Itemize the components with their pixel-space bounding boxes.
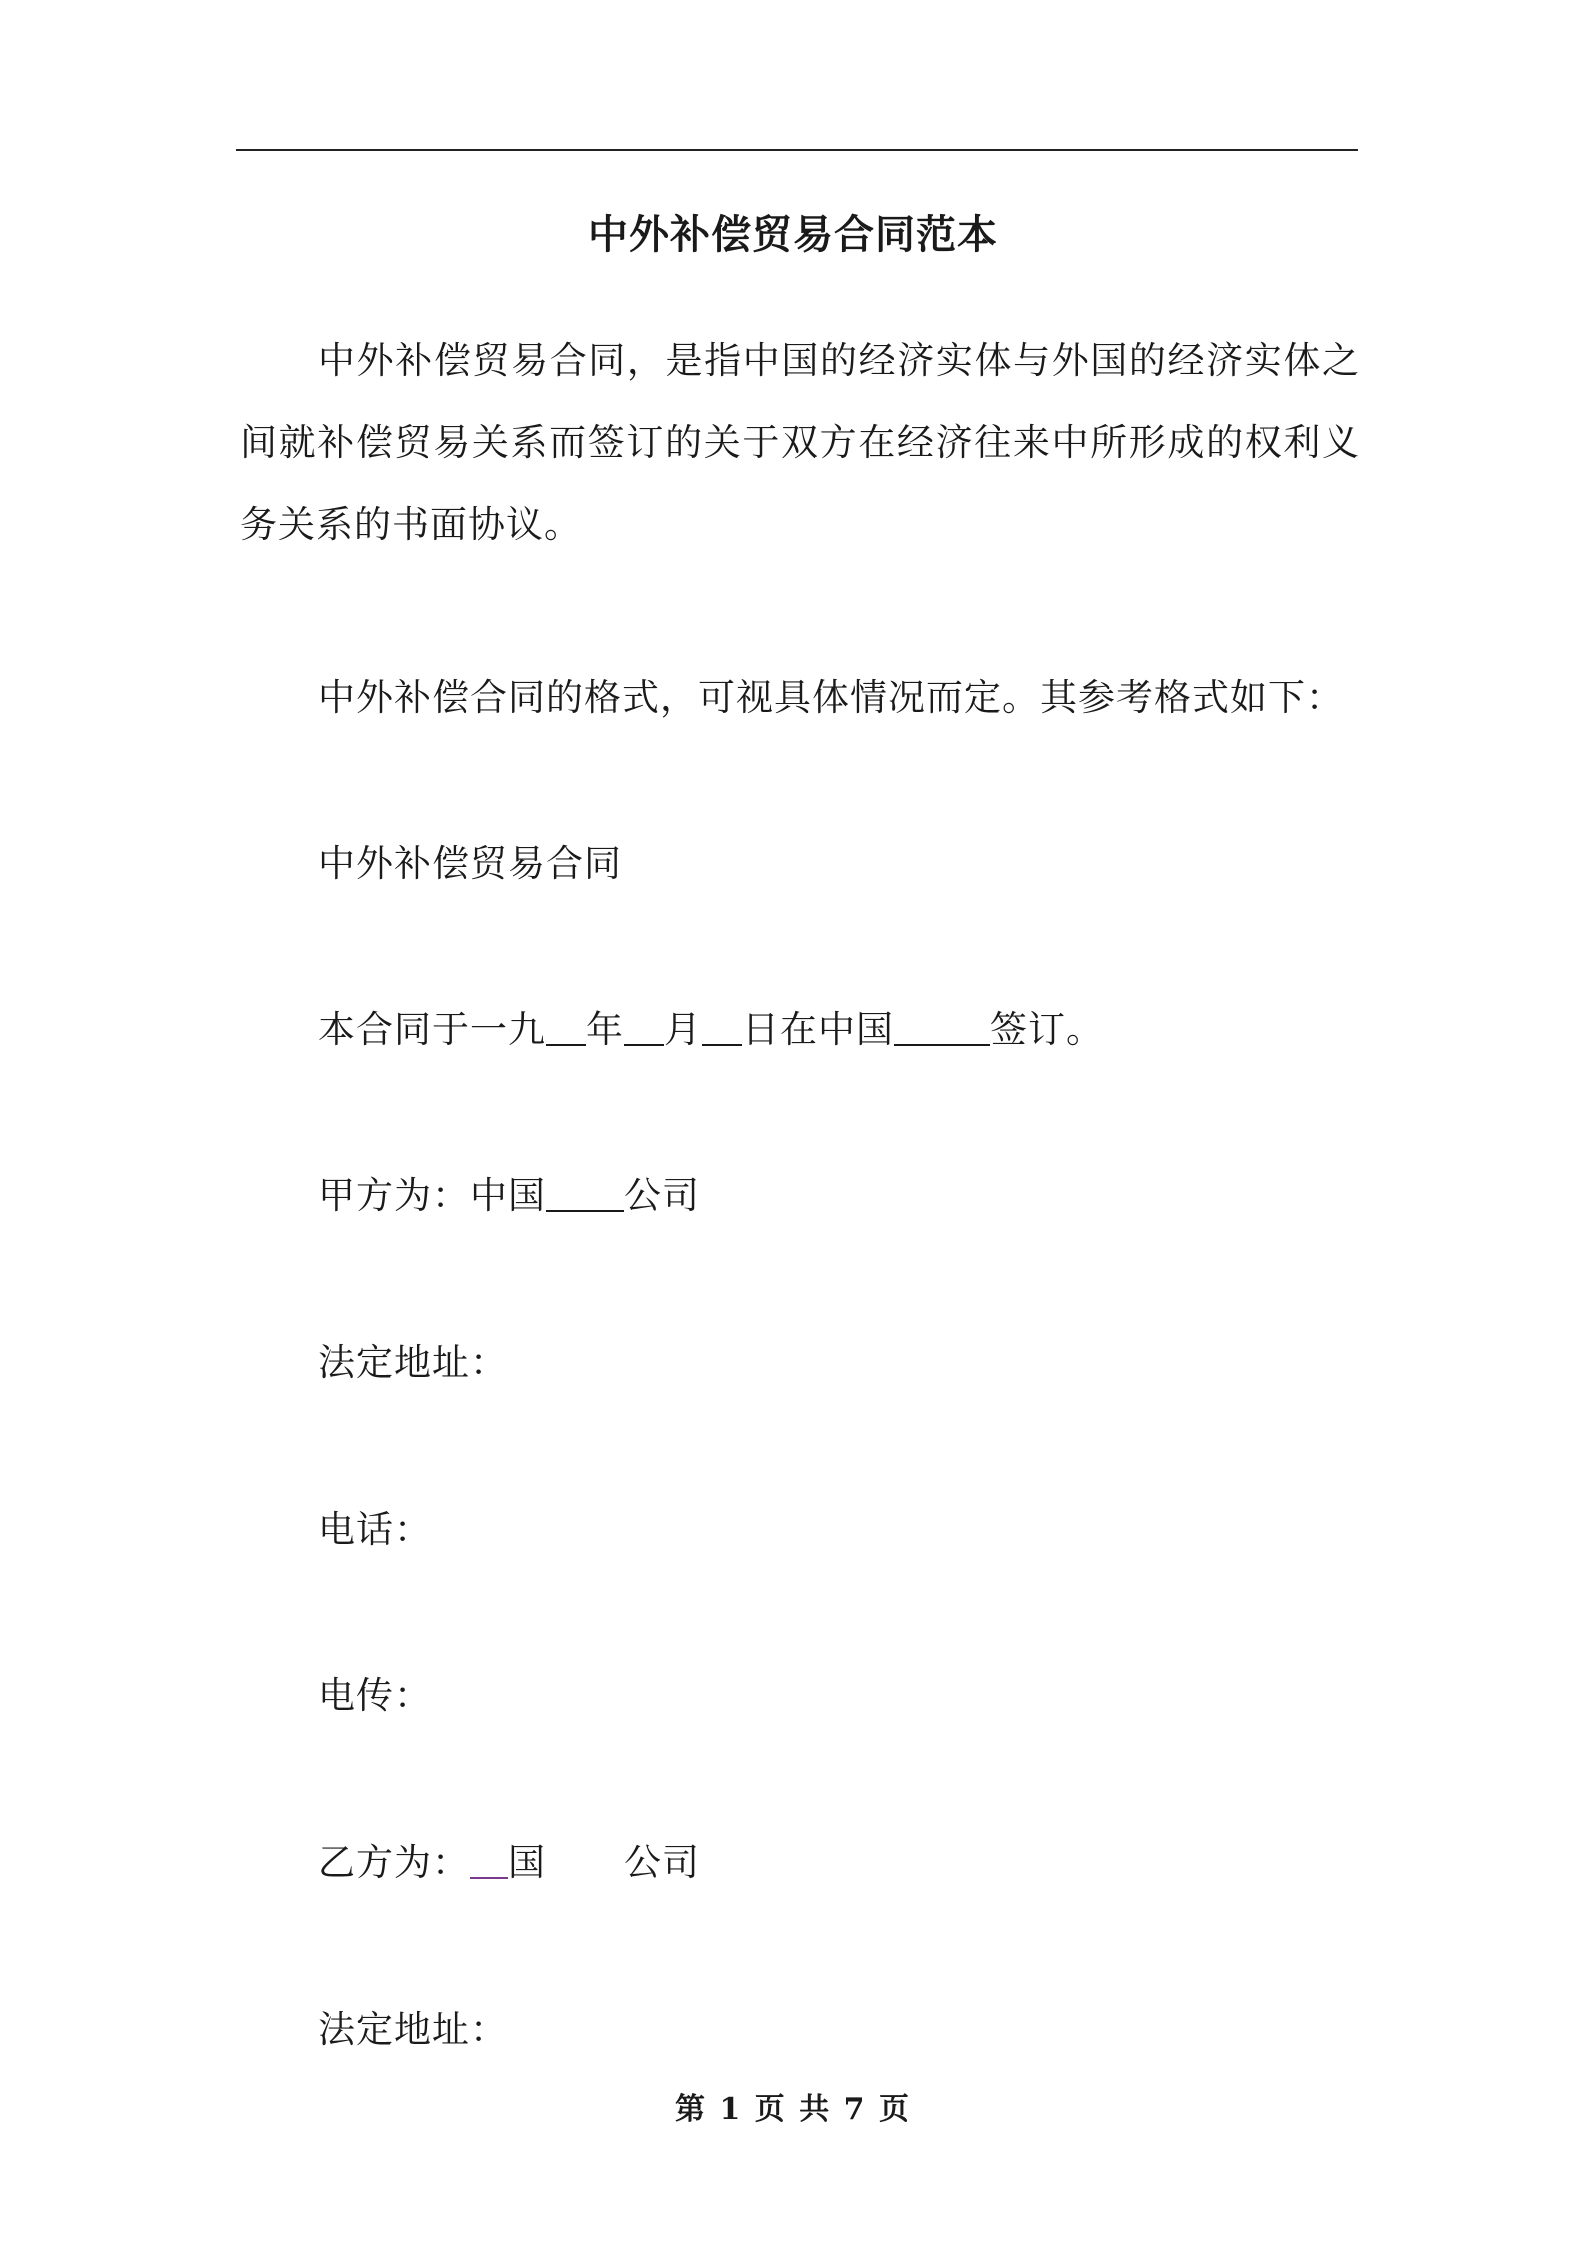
- signing-end: 签订。: [990, 1008, 1104, 1051]
- party-b-address-label: 法定地址：: [318, 2008, 508, 2051]
- year-blank: [546, 1007, 586, 1046]
- place-blank: [894, 1007, 990, 1046]
- party-a-suffix: 公司: [624, 1174, 700, 1217]
- party-a-line: [318, 1166, 700, 1226]
- party-a-telex-label: 电传：: [318, 1674, 432, 1717]
- party-b-prefix: 乙方为：: [318, 1841, 470, 1884]
- party-a-phone-label: 电话：: [318, 1508, 432, 1551]
- signing-prefix: 本合同于一九: [318, 1008, 546, 1051]
- party-b-line: [318, 1833, 700, 1893]
- signing-line: [318, 1000, 1104, 1060]
- party-b-country: 国: [508, 1841, 546, 1884]
- party-a-name-blank: [546, 1173, 624, 1212]
- intro-paragraph: 中外补偿贸易合同，是指中国的经济实体与外国的经济实体之间就补偿贸易关系而签订的关于双方在经济往来中所形成的权利义务关系的书面协议。: [240, 339, 1360, 546]
- day-blank: [702, 1007, 742, 1046]
- header-rule: [236, 149, 1358, 151]
- party-a-address-label: 法定地址：: [318, 1341, 508, 1384]
- month-blank: [624, 1007, 664, 1046]
- party-b-suffix: 公司: [624, 1841, 700, 1884]
- party-b-country-blank: [470, 1840, 508, 1879]
- party-a-prefix: 甲方为：中国: [318, 1174, 546, 1217]
- document-title: 中外补偿贸易合同范本: [588, 211, 998, 258]
- contract-heading: 中外补偿贸易合同: [318, 842, 622, 885]
- year-suffix: 年: [586, 1008, 624, 1051]
- page-indicator: 第 1 页 共 7 页: [675, 2092, 911, 2127]
- month-suffix: 月: [664, 1008, 702, 1051]
- day-suffix: 日在中国: [742, 1008, 894, 1051]
- format-note: 中外补偿合同的格式，可视具体情况而定。其参考格式如下：: [318, 676, 1344, 719]
